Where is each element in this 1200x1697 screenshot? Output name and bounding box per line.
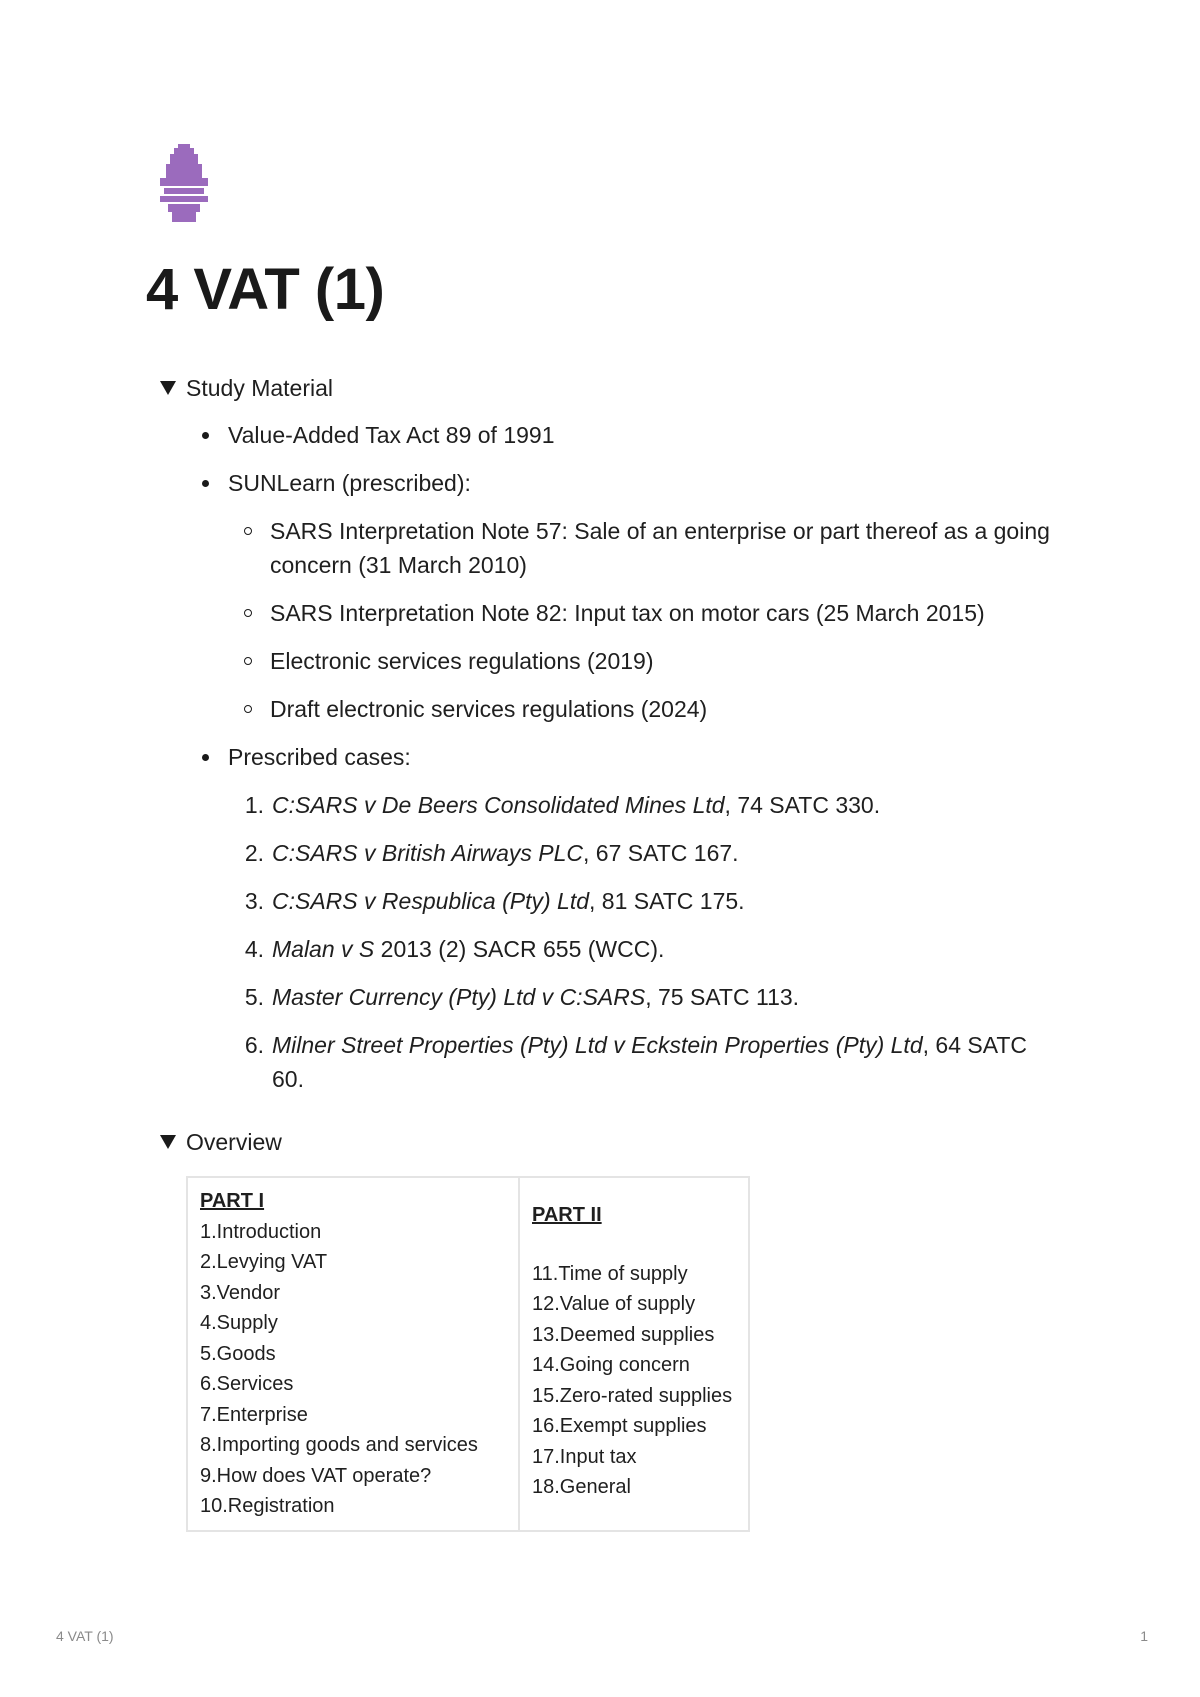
part1-heading: PART I [200,1190,265,1212]
case-item: 5. Master Currency (Pty) Ltd v C:SARS, 75 SATC 113. [244,984,800,1010]
list-item: Electronic services regulations (2019) [242,644,1060,678]
list-item: 17.Input tax [532,1445,637,1468]
toggle-study-material[interactable] [160,372,333,404]
page-title: 4 VAT (1) [146,257,385,322]
list-item: 6.Services [200,1373,294,1395]
part2-heading: PART II [532,1204,602,1226]
hollow-bullet-icon [244,527,252,535]
part1-cell [187,1177,519,1531]
list-item: 10.Registration [200,1495,335,1517]
list-item: 3.Vendor [200,1281,281,1304]
toggle-label: Overview [186,1129,282,1155]
list-item: 18.General [532,1476,631,1498]
list-item: 11.Time of supply [532,1262,688,1285]
list-item: Draft electronic services regulations (2024) [242,692,1060,726]
list-item: 8.Importing goods and services [200,1434,478,1456]
list-item: 13.Deemed supplies [532,1323,715,1346]
bollard-icon [158,144,210,222]
list-item: 2.Levying VAT [200,1251,328,1273]
list-item: 9.How does VAT operate? [200,1464,432,1487]
list-item: 14.Going concern [532,1354,690,1376]
toggle-triangle-icon [160,1135,176,1149]
overview-table [186,1176,750,1532]
toggle-triangle-icon [160,381,176,395]
list-item: 12.Value of supply [532,1293,696,1315]
case-item: 6. Milner Street Properties (Pty) Ltd v Eckstein Properties (Pty) Ltd, 64 SATC 60. [244,1032,1028,1092]
list-item: Prescribed cases: [200,740,1060,774]
list-item: 15.Zero-rated supplies [532,1384,733,1407]
list-item: 7.Enterprise [200,1403,308,1426]
case-item: 2. C:SARS v British Airways PLC, 67 SATC 167. [244,840,739,866]
list-item: Value-Added Tax Act 89 of 1991 [200,418,1060,452]
hollow-bullet-icon [244,705,252,713]
hollow-bullet-icon [244,657,252,665]
hollow-bullet-icon [244,609,252,617]
list-item: 5.Goods [200,1342,276,1365]
list-item: 4.Supply [200,1312,278,1334]
list-item: SARS Interpretation Note 57: Sale of an enterprise or part thereof as a going concern (31 March 2010) [242,514,1060,582]
bullet-icon [202,480,209,487]
case-item: 3. C:SARS v Respublica (Pty) Ltd, 81 SATC 175. [244,888,745,914]
list-item: SARS Interpretation Note 82: Input tax on motor cars (25 March 2015) [242,596,1060,630]
list-item: SUNLearn (prescribed): [200,466,1060,500]
list-item: 16.Exempt supplies [532,1415,707,1437]
toggle-overview[interactable] [160,1126,282,1158]
case-item: 1. C:SARS v De Beers Consolidated Mines Ltd, 74 SATC 330. [244,792,881,818]
part2-cell [519,1177,749,1531]
bullet-icon [202,432,209,439]
study-material-list [200,418,1060,1110]
list-item: 1.Introduction [200,1220,322,1243]
toggle-label: Study Material [186,375,334,401]
table-row [187,1177,749,1531]
case-item: 4. Malan v S 2013 (2) SACR 655 (WCC). [244,936,665,962]
bullet-icon [202,754,209,761]
page-number: 1 [1140,1628,1148,1644]
footer-title: 4 VAT (1) [56,1628,114,1644]
